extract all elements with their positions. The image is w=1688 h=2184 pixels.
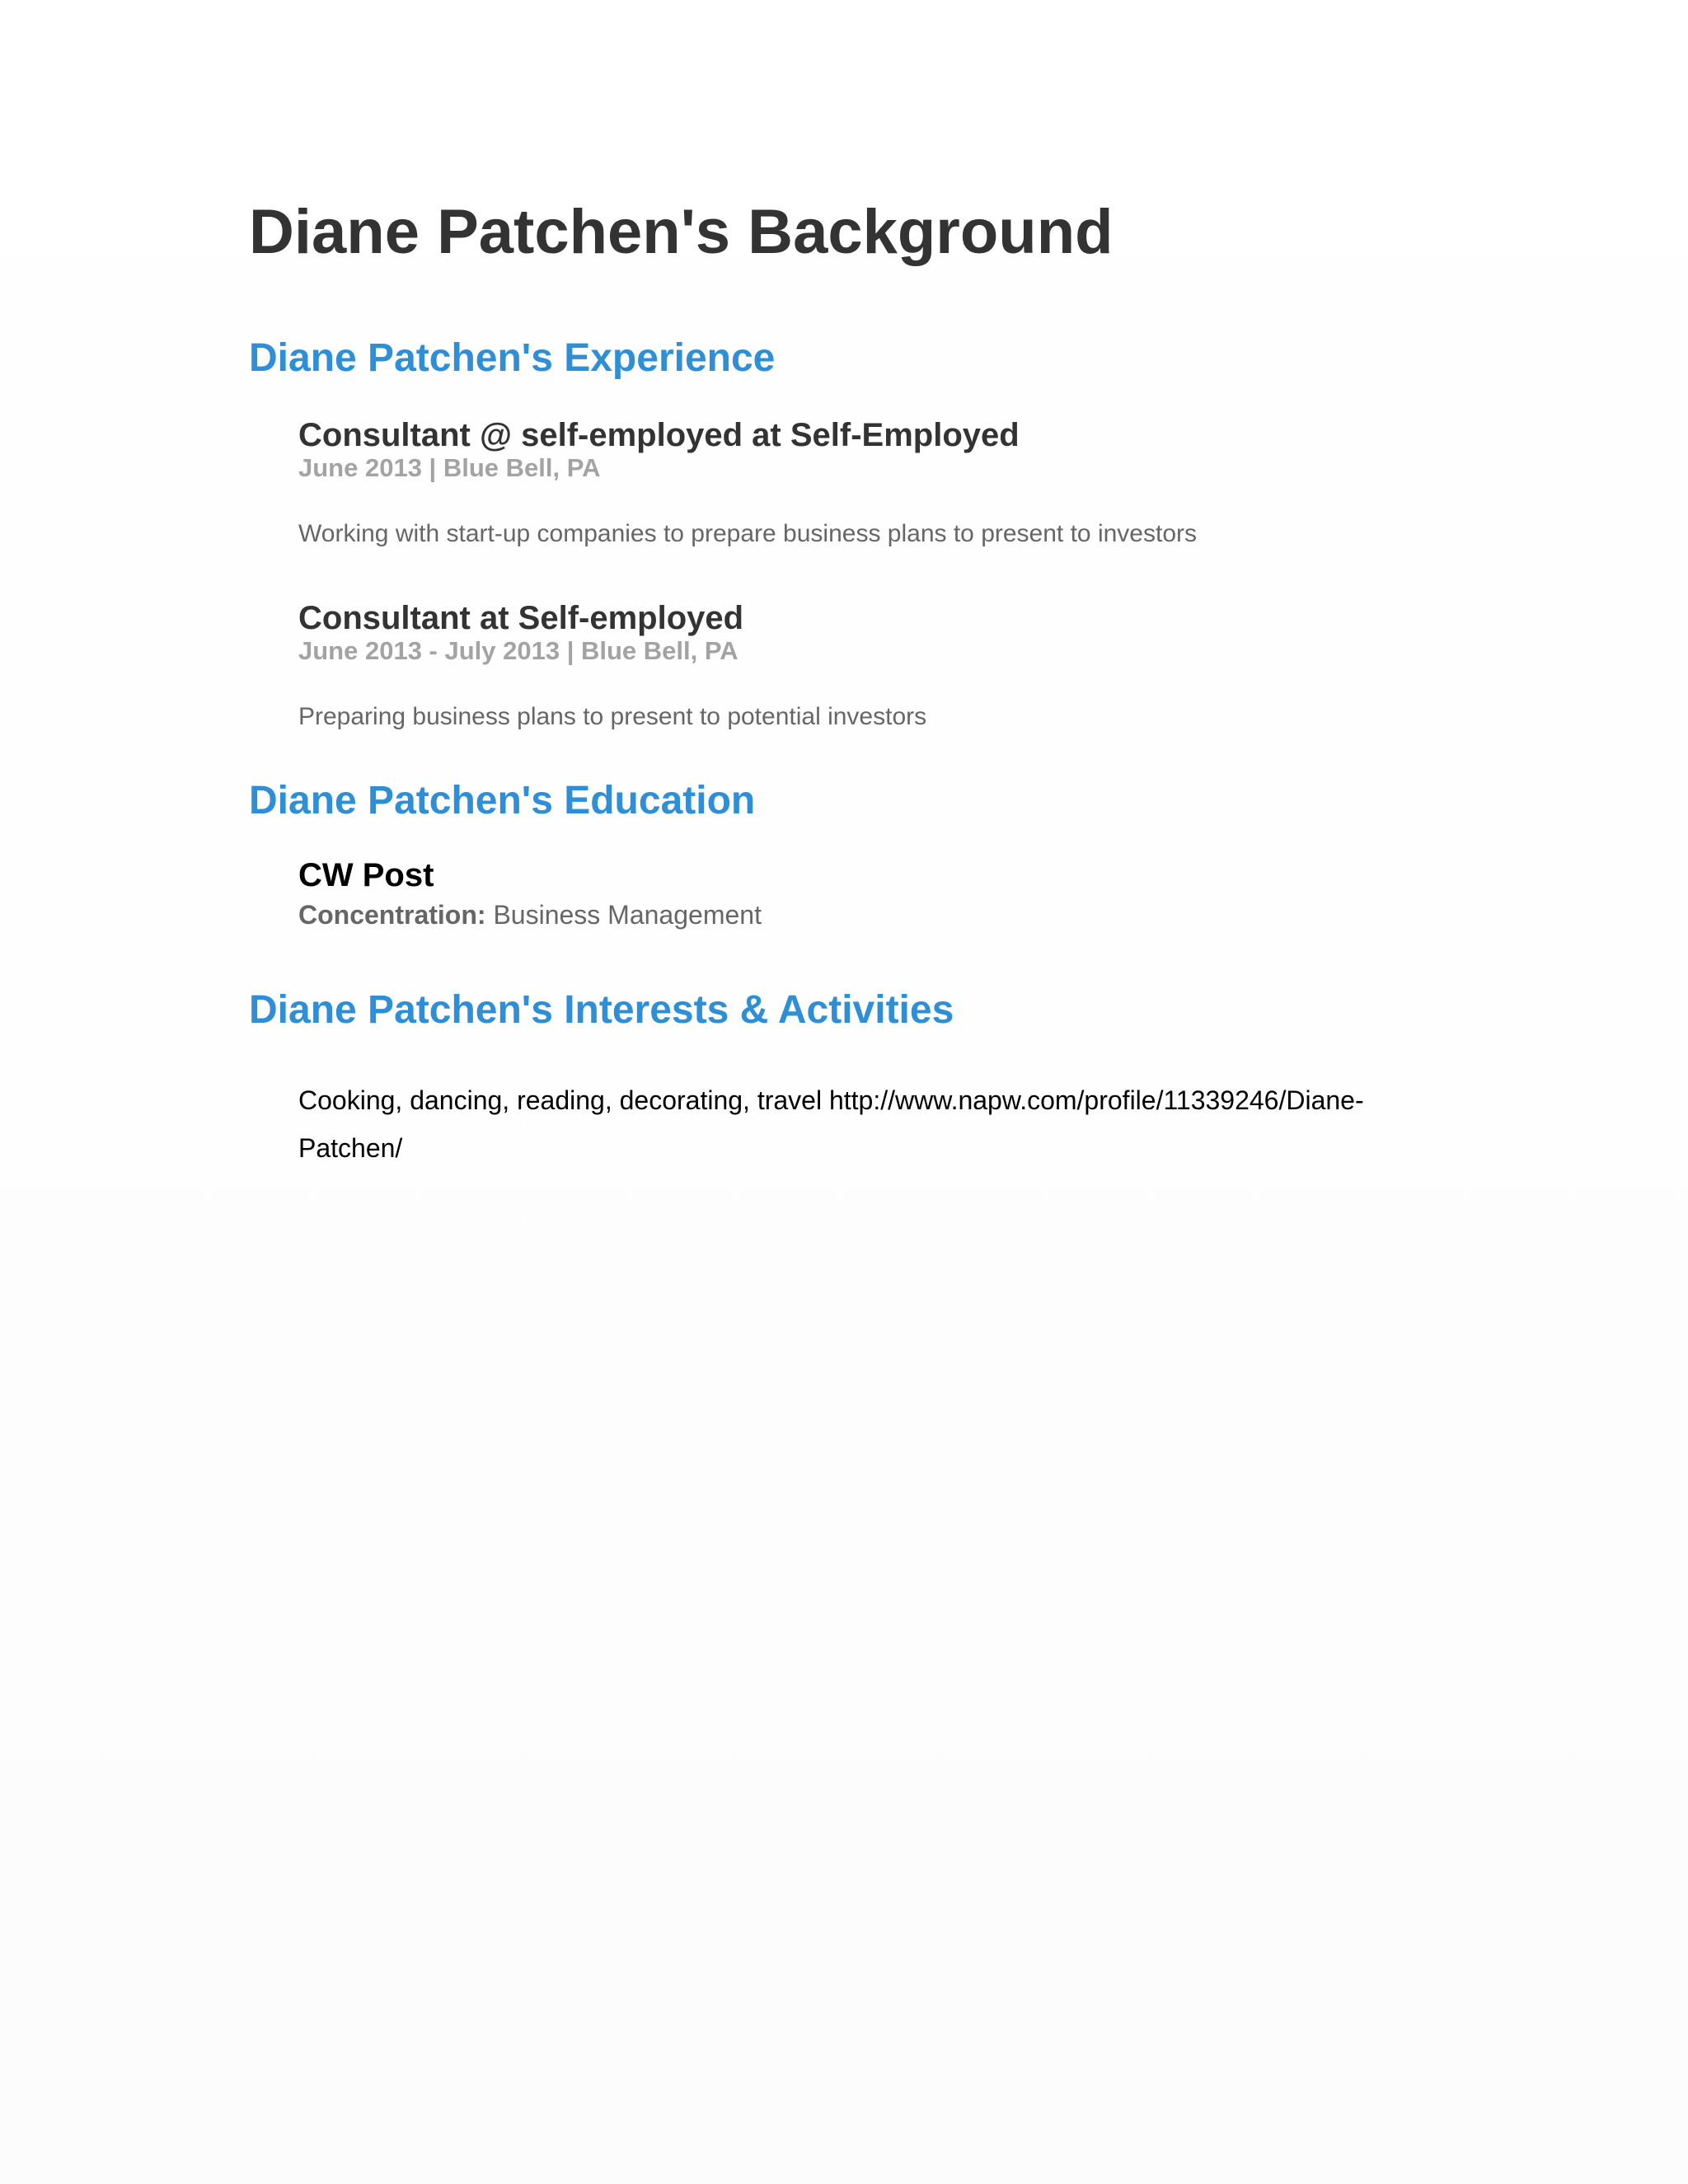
- education-school: CW Post: [298, 857, 434, 893]
- concentration-value: Business Management: [493, 900, 762, 930]
- experience-item-description: Working with start-up companies to prepare business plans to present to investors: [298, 520, 1197, 547]
- interests-line-1: Cooking, dancing, reading, decorating, travel http://www.napw.com/profile/11339246/Diane-: [298, 1085, 1364, 1115]
- experience-item-title: Consultant at Self-employed: [298, 600, 744, 636]
- interests-heading: Diane Patchen's Interests & Activities: [249, 988, 954, 1032]
- experience-item-meta: June 2013 - July 2013 | Blue Bell, PA: [298, 636, 738, 665]
- education-concentration: [298, 898, 762, 931]
- interests-text: [298, 1076, 1364, 1172]
- experience-item-description: Preparing business plans to present to potential investors: [298, 703, 927, 730]
- experience-item-title: Consultant @ self-employed at Self-Employed: [298, 417, 1020, 453]
- concentration-label: Concentration:: [298, 900, 486, 930]
- interests-line-2: Patchen/: [298, 1133, 403, 1163]
- experience-item-meta: June 2013 | Blue Bell, PA: [298, 453, 601, 482]
- experience-heading: Diane Patchen's Experience: [249, 336, 776, 380]
- education-heading: Diane Patchen's Education: [249, 779, 756, 823]
- page-title: Diane Patchen's Background: [249, 197, 1114, 267]
